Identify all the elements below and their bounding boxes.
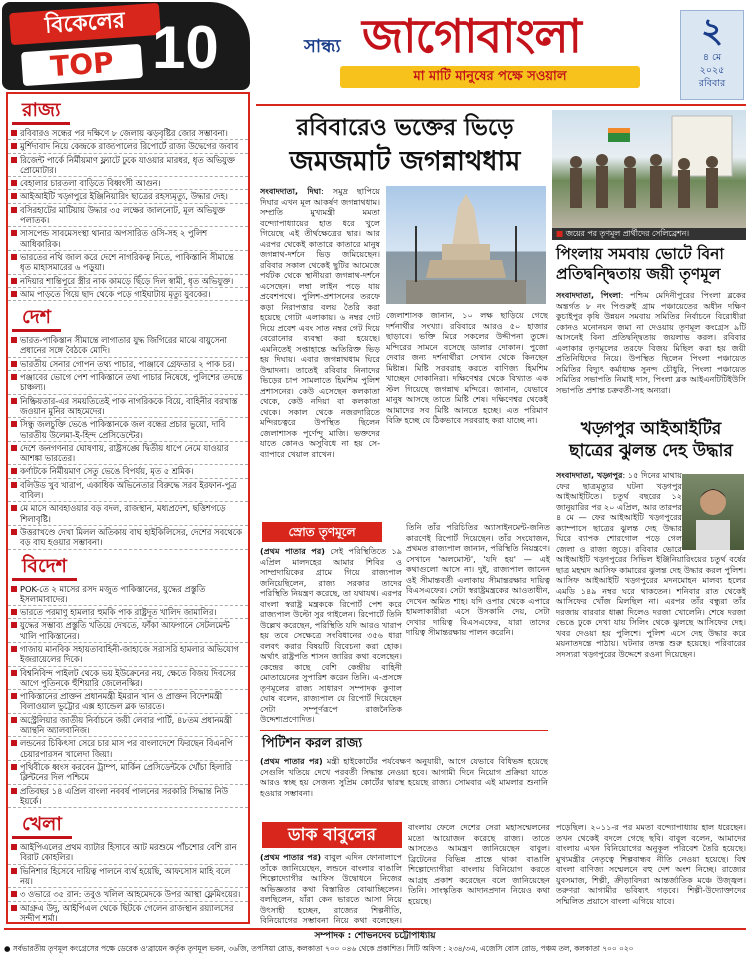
bullet-square-icon	[11, 622, 17, 628]
dak-col3	[556, 822, 746, 924]
news-item-text: উত্তরাখণ্ডে দেখা মিলল অতিকায় বাঘ হাইকিলিসের, দেশের সবথেকে বড় বাঘ হওয়ার সম্ভাবনা।	[20, 526, 242, 548]
date-weekday: রবিবার	[698, 78, 726, 89]
news-item-text: ভারত-পাকিস্তান সীমান্তে লাগাতার যুদ্ধ জিগিরের মাঝে বায়ুসেনা প্রধানের সঙ্গে বৈঠকে মোদি।	[20, 335, 227, 356]
news-item-text: রিজেন্ট পার্কে নির্মীয়মাণ ফ্ল্যাটে ঢুকে যাওয়ার মারধর, ধৃত অভিযুক্ত প্রোমোটার।	[20, 154, 235, 175]
footer	[4, 928, 746, 960]
bullet-square-icon	[11, 529, 17, 535]
dak-col1-text: বাবুল এদিন ফোনালাপে তাঁকে জানিয়েছেন, লন্ডনে বাংলার বাঙালি শিল্পোদ্যোগীর আফিস উদ্বোধনে নিজের অভিজ্ঞতার কথা বিস্তারিত বোঝাচ্ছিলেন। বলছিলেন, যাঁরা কেন ভারতে আসা নিয়ে উৎসাহী হচ্ছেন, রাজ্যের শিল্পনীতি, বিনিয়োগের সম্ভাবনা নিয়ে কথা বলেছেন।	[260, 852, 402, 924]
bullet-square-icon	[11, 143, 17, 149]
news-item-text: বেহালার চারতলা বাড়িতে বিধ্বংসী আগুন।	[20, 178, 161, 189]
lead-headline-line2: জমজমাট জগন্নাথধাম	[289, 146, 521, 177]
news-item	[8, 465, 248, 478]
bullet-square-icon	[11, 740, 17, 746]
bullet-square-icon	[11, 891, 17, 897]
top10-label: বিকেলের	[9, 3, 161, 45]
news-item-text: বসিরহাটের মাটিয়ায় উদ্ধার ৩৫ লক্ষের জালনোট, মূল অভিযুক্ত পলাতক।	[20, 204, 226, 226]
footer-imprint: ● সর্বভারতীয় তৃণমূল কংগ্রেসের পক্ষে ডেরেক ও'ব্রায়েন কর্তৃক তৃণমূল ভবন, ৩৬জি, তপসিয়া রোড, কলকাতা ৭০০ ০৪৬ থেকে প্রকাশিত। সিটি অফিস : ২৩৪/৩এ, এজেসি বোস রোড, পঞ্চম তল, কলকাতা ৭০০ ০২০	[4, 944, 634, 953]
iit-body: সংবাদদাতা, খড়্গপুর: ১৫ দিনের মাথায় ফের ছাত্রমৃত্যুর ঘটনা খড়্গপুর আইআইটিতে। চতুর্থ বছরের ১২ জানুয়ারির পর ২০ এপ্রিল, আর তারপর ৪ মে — ফের আইআইটি খড়্গপুরের ক্যাম্পাসে ছাত্রের ঝুলন্ত দেহ উদ্ধার ঘিরে ব্যাপক শোরগোল পড়ে গেল জেলা ও রাজ্য জুড়ে। রবিবার ভোরে আইআইটি খড়্গপুরের সিভিল ইঞ্জিনিয়ারিংয়ের চতুর্থ বর্ষের ছাত্র মহম্মদ আসিফ কামারের ঝুলন্ত দেহ উদ্ধার করল পুলিশ। আসিফ আইআইটি খড়্গপুরের মদনমোহন মালব্য হলের এমডি ১৪৯ নম্বর ঘরে থাকতেন। শনিবার রাত থেকেই আসিফের খোঁজ মিলছিল না। এরপর তাঁর বন্ধুরা তাঁর দরজায় বারবার ধাক্কা দিলেও দরজা খোলেনি। শেষে দরজা ভেঙে ঢুকে দেখা যায় সিলিং থেকে ঝুলছে আসিফের দেহ। খবর দেওয়া হয় পুলিশে। পুলিশ এসে দেহ উদ্ধার করে ময়নাতদন্তে পাঠায়। ঘটনার তদন্ত শুরু হয়েছে। পরিবারের সদস্যরা খড়্গপুরের উদ্দেশে রওনা দিয়েছেন।	[556, 470, 746, 659]
news-item	[8, 204, 248, 228]
bullet-square-icon	[11, 764, 17, 770]
dak-lead-label: (প্রথম পাতার পর)	[260, 852, 322, 862]
pingla-byline: সংবাদদাতা, পিংলা	[556, 290, 621, 300]
top-rule	[256, 104, 746, 106]
masthead-tagline: মা মাটি মানুষের পক্ষে সওয়াল	[340, 66, 640, 88]
news-item	[8, 288, 248, 301]
news-item	[8, 667, 248, 691]
petition-text: মন্ত্রী হাইকোর্টের পর্যবেক্ষণ অনুযায়ী, আগে যেভাবে বিধিভঙ্গ হয়েছে সেগুলি খতিয়ে দেখে পরবর্তী সিদ্ধান্ত নেওয়া হবে। আগামী দিনে নিয়োগ প্রক্রিয়া যাতে আরও স্বচ্ছ হয় সেজন্য সুপ্রিম কোর্টের দ্বারস্থ হয়েছে রাজ্য। সোমবার এই মামলার শুনানি হওয়ার সম্ভাবনা।	[260, 756, 548, 798]
lead-col1: সংবাদদাতা, দিঘা: সমুদ্র ছাপিয়ে দিঘার এখন মূল আকর্ষণ জগন্নাথধাম। সম্প্রতি মুখ্যমন্ত্রী মমতা বন্দ্যোপাধ্যায়ের হাত ধরে খুলে গিয়েছে এই তীর্থক্ষেত্রের দ্বার। আর এরপর থেকেই কাতারে কাতারে মানুষ জগন্নাথ-দর্শনে ভিড় জমিয়েছেন। রবিবার সকাল থেকেই ছুটির আমেজে পর্যটক থেকে স্থানীয়রা জগন্নাথ-দর্শনে এসেছেন। লম্বা লাইন পড়ে যায় প্রবেশপথে। পুলিশ-প্রশাসনের তরফে কড়া নিরাপত্তার বলয় তৈরি করা হয়েছে গোটা এলাকায়। ৬ নম্বর গেট দিয়ে প্রবেশ এবং সাত নম্বর গেট দিয়ে বেরোনোর ব্যবস্থা করা হয়েছে। এমনিতেই সপ্তাহান্তে অতিরিক্ত ভিড় হয় দিঘায়। এবার জগন্নাথধাম ঘিরে উন্মাদনা। তাতেই রবিবার নিনাদের ভিড়ের চাপ সামলাতে হিমশিম পুলিশ প্রশাসনের। কেউ এসেছেন কলকাতা থেকে, কেউ নদিয়া বা কলকাতা থেকে। সকাল থেকে নজরদারিতে মন্দিরচত্বরে উপস্থিত ছিলেন জেলাশাসক পূর্ণেন্দু মাজি। ভক্তদের যাতে কোনও অসুবিধে না হয় সে-ব্যাপারে খেয়াল রাখেন।	[260, 186, 380, 459]
petition-lead-label: (প্রথম পাতার পর)	[260, 756, 323, 766]
news-item	[8, 888, 248, 901]
bullet-square-icon	[11, 905, 17, 911]
news-item-text: প্রতিবছর ১৪ এপ্রিল বাংলা নববর্ষ পালনের সরকারি সিদ্ধান্ত নিউ ইয়র্কে।	[20, 785, 228, 806]
bullet-square-icon	[11, 130, 17, 136]
bullet-square-icon	[11, 788, 17, 794]
temple-photo	[386, 186, 546, 304]
news-item-text: বিশ্বনিবিন্দ পাইলট থেকে ভয় ইউক্রেনের নয়, ক্ষেতে বিজয় দিবসের আগে পুতিনকে হুঁশিয়ারি জেলেনস্কির।	[20, 667, 236, 688]
iit-headline-line1: খড়্গপুর আইআইটির	[580, 419, 722, 439]
iit-byline: সংবাদদাতা, খড়্গপুর	[556, 470, 623, 480]
news-item-text: বলিউড খুব খারাপ, একাধিক অভিনেতার বিরুদ্ধে সরব ইরফান-পুত্র বাবিল।	[20, 479, 237, 501]
news-item	[8, 227, 248, 251]
news-item-text: আগ্রুএ উদু, আইপিএল থেকে ছিটকে গেলেন রাজস্থান রয়্যালসের সন্দীপ শর্মা।	[20, 902, 234, 923]
news-item	[8, 690, 248, 714]
bullet-square-icon	[11, 693, 17, 699]
date-box	[680, 10, 744, 100]
news-item	[8, 737, 248, 761]
news-item-text: ৩ ওভারে ৩৫ রান: তবুও খলিল আহমেদকে উপর আস্থা ফ্লেমিংয়ের।	[20, 889, 241, 900]
bullet-square-icon	[11, 278, 17, 284]
section-heading: বিদেশ	[12, 554, 77, 581]
news-item-text: ভারতে পরমাণু হামলার হুমকি পাক রাষ্ট্রদূত খালিদ জামালির।	[20, 607, 217, 618]
srot-label: স্রোত তৃণমূলে	[262, 522, 382, 542]
petition-label: পিটিশন করল রাজ্য	[262, 736, 363, 751]
news-item-text: সাসপেন্ড সাবমেসংস্থা থানার অপসারিত ওসি-সহ ২ পুলিশ আধিকারিক।	[20, 228, 208, 249]
bullet-square-icon	[11, 646, 17, 652]
lead-byline: সংবাদদাতা, দিঘা	[260, 186, 322, 196]
news-item-text: লন্ডনের চিকিৎসা সেরে চার মাস পর বাংলাদেশে ফিরছেন বিএনপি চেয়ারপারসন খালেদা জিয়া।	[20, 738, 233, 759]
news-item	[8, 275, 248, 288]
bullet-square-icon	[11, 374, 17, 380]
news-item-text: ভারতের নথি জাল করে দেশে নাগরিকত্ব নিতে, পাকিস্তানি সীমান্তে ধৃত মাহাসমারের ৬ পড়ুয়া।	[20, 251, 234, 273]
bullet-square-icon	[11, 670, 17, 676]
news-item-text: নদিয়ার শান্তিপুরে স্ত্রীর নাক কামড়ে ছিঁড়ে দিল স্বামী, ধৃত অভিযুক্ত।	[20, 275, 234, 286]
bullet-square-icon	[11, 157, 17, 163]
lead-headline-line1: রবিবারেও ভক্তের ভিড়ে	[296, 115, 514, 141]
bullet-square-icon	[11, 505, 17, 511]
news-item-text: পঞ্জাবের ভোগে পেশ পাকিস্তানে তথ্য পাচার নিষেধে, পুলিশের তদন্তে চাঞ্চল্য।	[20, 372, 243, 393]
news-item	[8, 841, 248, 865]
news-item	[8, 251, 248, 275]
news-item-text: পৃথিবীকে ধ্বংস করবেন ট্রাম্প, মার্কিন প্রেসিডেন্টকে খোঁচা হিলারি ক্লিন্টনের দিল পশ্চিমে	[20, 761, 232, 783]
news-item	[8, 190, 248, 203]
dak-label: ডাক বাবুলের	[262, 822, 402, 848]
news-item-text: আইআইটি খড়্গপুরে ইঞ্জিনিয়ারিং ছাত্রের রহস্যমৃত্যু, উদ্ধার দেহ।	[20, 191, 228, 202]
bullet-square-icon	[11, 421, 17, 427]
bullet-square-icon	[11, 482, 17, 488]
news-item-text: পাকিস্তানের প্রাক্তন প্রধানমন্ত্রী ইমরান খান ও প্রাক্তন বিদেশমন্ত্রী বিলাওয়াল ভুট্টোর এক্স হ্যান্ডেল ব্লক ভারতে।	[20, 691, 223, 712]
bullet-square-icon	[11, 445, 17, 451]
bullet-square-icon	[11, 207, 17, 213]
news-item	[8, 714, 248, 738]
pingla-headline: পিংলায় সমবায় ভোটে বিনা প্রতিদ্বন্দ্বিতায় জয়ী তৃণমূল	[556, 245, 724, 283]
srot-col2-text: তিনি তাঁর পরিচিতির অ্যাসাইনমেন্ট-জনিত কারণেই রিপোর্ট দিয়েছেন। তাঁর সংযোজন, প্রথমত রাজ্যপাল জানান, পরিস্থিতি নিয়ন্ত্রণে। সেখানে 'অলমোস্ট', 'যদি হয়' — এই কথাগুলো আসে না। দুই, রাজ্যপাল জানেন ওই সীমান্তবর্তী এলাকায় সীমান্তরক্ষার দায়িত্ব বিএসএফের। সেটা স্বরাষ্ট্রমন্ত্রকের আওতাধীন, দেখেন অমিত শাহ। যদি ওপার থেকে এপারে হামলাকারীরা এসে উসকানি দেয়, সেটা দেখার দায়িত্ব বিএসএফের, যারা তাদের দায়িত্ব সীমান্তরক্ষায় পালন করেনি।	[406, 522, 550, 637]
news-item-text: রবিবারও সন্ধের পর দক্ষিণে ৮ জেলায় ঝড়বৃষ্টির জোর সম্ভাবনা।	[20, 128, 228, 138]
news-item	[8, 127, 248, 140]
top10-top: TOP	[21, 44, 143, 86]
news-item	[8, 371, 248, 395]
pingla-body: সংবাদদাতা, পিংলা: পশ্চিম মেদিনীপুরের পিংলা ব্লকের অন্তর্গত ৮ নং পিণ্ডরুই গ্রাম পঞ্চায়েতের অধীন দক্ষিণ কুচাইপুর কৃষি উন্নয়ন সমবায় সমিতির নির্বাচনে বিরোধীরা কোনও মনোনয়ন জমা না দেওয়ায় তৃণমূল কংগ্রেস ৯টি আসনেই বিনা প্রতিদ্বন্দ্বিতায় জয়লাভ করল। রবিবার এলাকার তৃণমূলের তরফে বিজয় মিছিল করা হয় জয়ী প্রতিনিধিদের নিয়ে। উপস্থিত ছিলেন পিংলা পঞ্চায়েত সমিতির বিদ্যুৎ কর্মাধ্যক্ষ সুনন্দ চৌধুরি, পিংলা পঞ্চায়েত সমিতির সভাপতি নিমাই দাস, পিংলা ব্লক আইএনটিটিইউসি সভাপতি প্রশান্ত চক্রবর্তী-সহ অন্যরা।	[556, 290, 746, 395]
dak-col2	[408, 822, 550, 924]
news-item-text: গাজায় মানবিক সহায়তাবাহিনী-জাহাজে সরাসরি হামলার অভিযোগ ইজরায়েলের দিকে।	[20, 643, 239, 665]
news-item-text: ভারতীয় সেনার গোপন তথ্য পাচার, পাঞ্জাবে গ্রেফতার ২ পাক চর।	[20, 358, 235, 369]
dak-col2-text: বাংলায় ফেলে দেশের সেরা মহাসম্মেলনের মতো আয়োজন করেছে রাজ্য। তাতে আসতেও আমন্ত্রণ জানিয়েছেন বাবুল। ব্রিটেনের বিভিন্ন প্রান্তে থাকা বাঙালি শিল্পোদ্যোগীরা বাংলায় বিনিয়োগ করতে আগ্রহ প্রকাশ করেছেন বলে জানিয়েছেন তিনি। সাংস্কৃতিক আদানপ্রদান নিয়েও কথা হয়েছে।	[408, 822, 550, 906]
bullet-square-icon	[11, 193, 17, 199]
news-item	[8, 358, 248, 371]
bullet-square-icon	[11, 609, 17, 615]
bullet-square-icon	[11, 254, 17, 260]
news-item-text: সিন্ধু জলচুক্তি ভেঙে পাকিস্তানকে জল বন্ধের প্রচার ভুয়ো, দাবি ভারতীয় উলেমা-ই-হিন্দ প্রেসিডেন্টের।	[20, 419, 226, 440]
news-item	[8, 865, 248, 889]
date-daymonth: ৪ মে	[702, 52, 722, 63]
news-item-text: মে মাসে আবহাওয়ার বড় বদল, রাজস্থান, মধ্যপ্রদেশ, ছত্তিশগড়ে শিলাবৃষ্টি।	[20, 503, 226, 524]
news-item	[8, 395, 248, 419]
news-item	[8, 785, 248, 809]
bullet-square-icon	[11, 291, 17, 297]
news-item-text: যুদ্ধের সম্ভাব্য প্রস্তুতি খতিয়ে দেখতে, ফাঁকা আফগানে সেটলমেন্ট খালি পাকিস্তানের।	[20, 620, 230, 641]
photo-caption	[552, 228, 746, 240]
iit-headline	[556, 418, 746, 466]
news-item-text: ভিনিশার হিসেবে দায়িত্ব পালনে ব্যর্থ হয়েছি, আফসোস মাহি বলে নয়।	[20, 865, 231, 887]
news-item	[8, 619, 248, 643]
photo-caption-text: জয়ের পর তৃণমূল প্রার্থীদের সেলিব্রেশন।	[565, 229, 690, 238]
news-item	[8, 479, 248, 503]
bullet-square-icon	[11, 868, 17, 874]
bullet-square-icon	[11, 337, 17, 343]
news-item	[8, 643, 248, 667]
lead-col2-text: জেলাশাসক জানান, ১০ লক্ষ ছাড়িয়ে গেছে দর্শনার্থীর সংখ্যা। রবিবারে আরও ৫০ হাজার ছাড়াবে। ভক্তি মিরে সকলের উদ্দীপনা তুঙ্গে। মন্দিরের সামনে বসেছে ডালার দোকান। পুজো দেবার জন্য দর্শনার্থীরা সেখান থেকে কিনছেন মিষ্টান্ন। মিষ্টি সরবরাহ করতে বাণিজ্য হিমশিম খাচ্ছেন দোকানিরা। দক্ষিণেশ্বর থেকে বিখ্যাত এক স্টল গিয়েছে জগন্নাথ মন্দিরে। জানান, যেভাবে মানুষ আসছে তাতে মিষ্টি শেষ। দক্ষিণেশ্বর থেকেই আমাদের সব মিষ্টি আনতে হচ্ছে। এত পরিমাণ বিক্রি হচ্ছে যে ঠিকভাবে সরবরাহ করা যাচ্ছে না।	[386, 310, 548, 425]
lead-headline	[260, 112, 550, 182]
section-heading: দেশ	[12, 305, 61, 332]
news-item	[8, 583, 248, 607]
news-item-text: অস্ট্রেলিয়ার জাতীয় নির্বাচনে জয়ী লেবার পার্টি, ৪৮তম প্রধানমন্ত্রী অ্যান্থনি অ্যালবানিজ।	[20, 714, 233, 736]
srot-col1	[260, 546, 402, 724]
bullet-square-icon	[11, 844, 17, 850]
pingla-text: পশ্চিম মেদিনীপুরের পিংলা ব্লকের অন্তর্গত ৮ নং পিণ্ডরুই গ্রাম পঞ্চায়েতের অধীন দক্ষিণ কুচাইপুর কৃষি উন্নয়ন সমবায় সমিতির নির্বাচনে বিরোধীরা কোনও মনোনয়ন জমা না দেওয়ায় তৃণমূল কংগ্রেস ৯টি আসনেই বিনা প্রতিদ্বন্দ্বিতায় জয়লাভ করল। রবিবার এলাকার তৃণমূলের তরফে বিজয় মিছিল করা হয় জয়ী প্রতিনিধিদের নিয়ে। উপস্থিত ছিলেন পিংলা পঞ্চায়েত সমিতির বিদ্যুৎ কর্মাধ্যক্ষ সুনন্দ চৌধুরি, পিংলা পঞ্চায়েত সমিতির সভাপতি নিমাই দাস, পিংলা ব্লক আইএনটিটিইউসি সভাপতি প্রশান্ত চক্রবর্তী-সহ অন্যরা।	[556, 290, 746, 395]
footer-editor: সম্পাদক : শোভনদেব চট্টোপাধ্যায়	[314, 931, 436, 941]
bullet-square-icon	[11, 398, 17, 404]
news-item	[8, 761, 248, 785]
bullet-square-icon	[11, 586, 17, 592]
news-item	[8, 442, 248, 466]
news-item-text: আম পাড়তে গিয়ে ছাদ থেকে পড়ে গাইঘাটায় মৃত্যু যুবকের।	[20, 288, 211, 299]
masthead	[300, 8, 675, 96]
bullet-square-icon	[11, 717, 17, 723]
lead-col1-text: সমুদ্র ছাপিয়ে দিঘার এখন মূল আকর্ষণ জগন্নাথধাম। সম্প্রতি মুখ্যমন্ত্রী মমতা বন্দ্যোপাধ্যায়ের হাত ধরে খুলে গিয়েছে এই তীর্থক্ষেত্রের দ্বার। আর এরপর থেকেই কাতারে কাতারে মানুষ জগন্নাথ-দর্শনে ভিড় জমিয়েছেন। রবিবার সকাল থেকেই ছুটির আমেজে পর্যটক থেকে স্থানীয়রা জগন্নাথ-দর্শনে এসেছেন। লম্বা লাইন পড়ে যায় প্রবেশপথে। পুলিশ-প্রশাসনের তরফে কড়া নিরাপত্তার বলয় তৈরি করা হয়েছে গোটা এলাকায়। ৬ নম্বর গেট দিয়ে প্রবেশ এবং সাত নম্বর গেট দিয়ে বেরোনোর ব্যবস্থা করা হয়েছে। এমনিতেই সপ্তাহান্তে অতিরিক্ত ভিড় হয় দিঘায়। এবার জগন্নাথধাম ঘিরে উন্মাদনা। তাতেই রবিবার নিনাদের ভিড়ের চাপ সামলাতে হিমশিম পুলিশ প্রশাসনের। কেউ এসেছেন কলকাতা থেকে, কেউ নদিয়া বা কলকাতা থেকে। সকাল থেকে নজরদারিতে মন্দিরচত্বরে উপস্থিত ছিলেন জেলাশাসক পূর্ণেন্দু মাজি। ভক্তদের যাতে কোনও অসুবিধে না হয় সে-ব্যাপারে খেয়াল রাখেন।	[260, 186, 380, 459]
top10-number: 10	[152, 14, 219, 81]
news-item	[8, 418, 248, 442]
date-year: ২০২৫	[699, 65, 725, 76]
news-item-text: POK-তে ২ মাসের রসদ মজুত পাকিস্তানের, যুদ্ধের প্রস্তুতি ইসলামাবাদের।	[20, 583, 206, 604]
section-heading: খেলা	[12, 812, 72, 839]
news-item-text: নিষ্ক্রিয়তার-এর সময়তিতেই পাক নাগরিককে বিয়ে, বাহিনীর বরখাস্ত জওয়ান মুনির আহমেদের।	[20, 395, 238, 416]
dak-col3-text: পড়েছিল। ২০১১-র পর মমতা বন্দ্যোপাধ্যায় হাল ধরেছেন। তখন থেকেই বদলে গেছে ছবি। বাবুল বলেন, আমাদের বাংলায় এখন বিনিয়োগের অনুকূল পরিবেশ তৈরি হয়েছে। মুখ্যমন্ত্রীর নেতৃত্বে শিল্পবান্ধব নীতি নেওয়া হয়েছে। বিশ্ব বাংলা বাণিজ্য সম্মেলনে বহু দেশ অংশ নিচ্ছে। রাজ্যের যুবসমাজ, শিল্পী, ক্রীড়াবিদরা আন্তর্জাতিক মঞ্চে উজ্জ্বল। তরুণরা আগামীর ভবিষ্যৎ গড়বে। শিল্পী-উদ্যোক্তাদের সম্মিলিত প্রয়াসে বাংলা এগিয়ে যাবে।	[556, 822, 746, 906]
news-item-text: কর্ণাটকে নির্মীয়মাণ সেতু ভেঙে বিপর্যয়, মৃত ৫ শ্রমিক।	[20, 466, 194, 477]
bullet-square-icon	[11, 180, 17, 186]
top10-badge	[2, 2, 250, 90]
petition-body	[260, 756, 548, 816]
srot-lead-label: (প্রথম পাতার পর)	[260, 546, 325, 556]
bullet-square-icon	[11, 361, 17, 367]
date-number: ২	[700, 11, 724, 51]
news-item-text: মুর্শিদাবাদ নিয়ে কেন্দ্রকে রাজ্যপালের রিপোর্টে রাজ্য উদ্বেগের জবাব	[20, 141, 239, 152]
srot-col2	[406, 522, 550, 724]
news-item	[8, 334, 248, 358]
news-item	[8, 902, 248, 924]
iit-headline-line2: ছাত্রের ঝুলন্ত দেহ উদ্ধার	[569, 441, 733, 461]
bullet-square-icon	[11, 230, 17, 236]
dak-col1	[260, 852, 402, 924]
news-item	[8, 526, 248, 550]
masthead-sandhya: সান্ধ্য	[304, 36, 341, 57]
news-item	[8, 177, 248, 190]
footer-imprint-text: সর্বভারতীয় তৃণমূল কংগ্রেসের পক্ষে ডেরেক ও'ব্রায়েন কর্তৃক তৃণমূল ভবন, ৩৬জি, তপসিয়া রোড, কলকাতা ৭০০ ০৪৬ থেকে প্রকাশিত। সিটি অফিস : ২৩৪/৩এ, এজেসি বোস রোড, পঞ্চম তল, কলকাতা ৭০০ ০২০	[12, 944, 634, 953]
bullet-square-icon	[11, 468, 17, 474]
news-item-text: দেশে জনগণনার ঘোষণায়, রাষ্ট্রসঙ্ঘে দ্বিতীয় ধাপে নেমে যাওয়ার আশঙ্কা ভারতের।	[20, 442, 229, 464]
news-item	[8, 154, 248, 178]
section-heading: রাজ্য	[12, 98, 70, 125]
news-item	[8, 502, 248, 526]
caption-square-icon: ■	[556, 229, 564, 238]
news-item-text: আইপিএলের প্রথম ব্যাটার হিসাবে আট মরশুমে পাঁচশোর বেশি রান বিরাট কোহলির।	[20, 842, 237, 863]
news-digest	[6, 92, 250, 924]
masthead-logo: জাগোবাংলা	[362, 9, 581, 63]
news-item	[8, 606, 248, 619]
iit-text: ১৫ দিনের মাথায় ফের ছাত্রমৃত্যুর ঘটনা খড়্গপুর আইআইটিতে। চতুর্থ বছরের ১২ জানুয়ারির পর ২০ এপ্রিল, আর তারপর ৪ মে — ফের আইআইটি খড়্গপুরের ক্যাম্পাসে ছাত্রের ঝুলন্ত দেহ উদ্ধার ঘিরে ব্যাপক শোরগোল পড়ে গেল জেলা ও রাজ্য জুড়ে। রবিবার ভোরে আইআইটি খড়্গপুরের সিভিল ইঞ্জিনিয়ারিংয়ের চতুর্থ বর্ষের ছাত্র মহম্মদ আসিফ কামারের ঝুলন্ত দেহ উদ্ধার করল পুলিশ। আসিফ আইআইটি খড়্গপুরের মদনমোহন মালব্য হলের এমডি ১৪৯ নম্বর ঘরে থাকতেন। শনিবার রাত থেকেই আসিফের খোঁজ মিলছিল না। এরপর তাঁর বন্ধুরা তাঁর দরজায় বারবার ধাক্কা দিলেও দরজা খোলেনি। শেষে দরজা ভেঙে ঢুকে দেখা যায় সিলিং থেকে ঝুলছে আসিফের দেহ। খবর দেওয়া হয় পুলিশে। পুলিশ এসে দেহ উদ্ধার করে ময়নাতদন্তে পাঠায়। ঘটনার তদন্ত শুরু হয়েছে। পরিবারের সদস্যরা খড়্গপুরের উদ্দেশে রওনা দিয়েছেন।	[556, 470, 746, 659]
celebration-photo	[552, 110, 746, 228]
news-item	[8, 140, 248, 153]
srot-col1-text: সেই পরিস্থিতিতে ১৯ এপ্রিল মালদহের আমার শিবির ও সাম্প্রদায়িকের গ্রামে গিয়ে রাজ্যপাল জনিয়েছিলেন, রাজ্য সরকার তাদের পরিস্থিতি নিয়ন্ত্রণ করেছে, তা যথাযথ। এরপর বাংলা স্বরাষ্ট্র মন্ত্রককে রিপোর্ট পেশ করে রাজ্যপাল উল্টো সুর গাইলেন। রিপোর্টে তিনি উল্লেখ করেছেন, পরিস্থিতি যদি আরও খারাপ হয় তবে সেক্ষেত্রে সংবিধানের ৩৫৬ ধারা বলবৎ করার বিষয়টি বিবেচনা করা হোক। অর্থাৎ রাষ্ট্রপতি শাসন জারির কথা বলেছেন। কেন্দ্রের কাছে বেশি কেন্দ্রীয় বাহিনী মোতায়েনের সুপারিশ করেন তিনি। এ-প্রসঙ্গে তৃণমূলের রাজ্য সাধারণ সম্পাদক কুণাল ঘোষ বলেন, রাজ্যপাল যে রিপোর্ট দিয়েছেন সেটা সম্পূর্ণরূপে রাজনৈতিক উদ্দেশ্যপ্রণোদিত।	[260, 546, 402, 724]
